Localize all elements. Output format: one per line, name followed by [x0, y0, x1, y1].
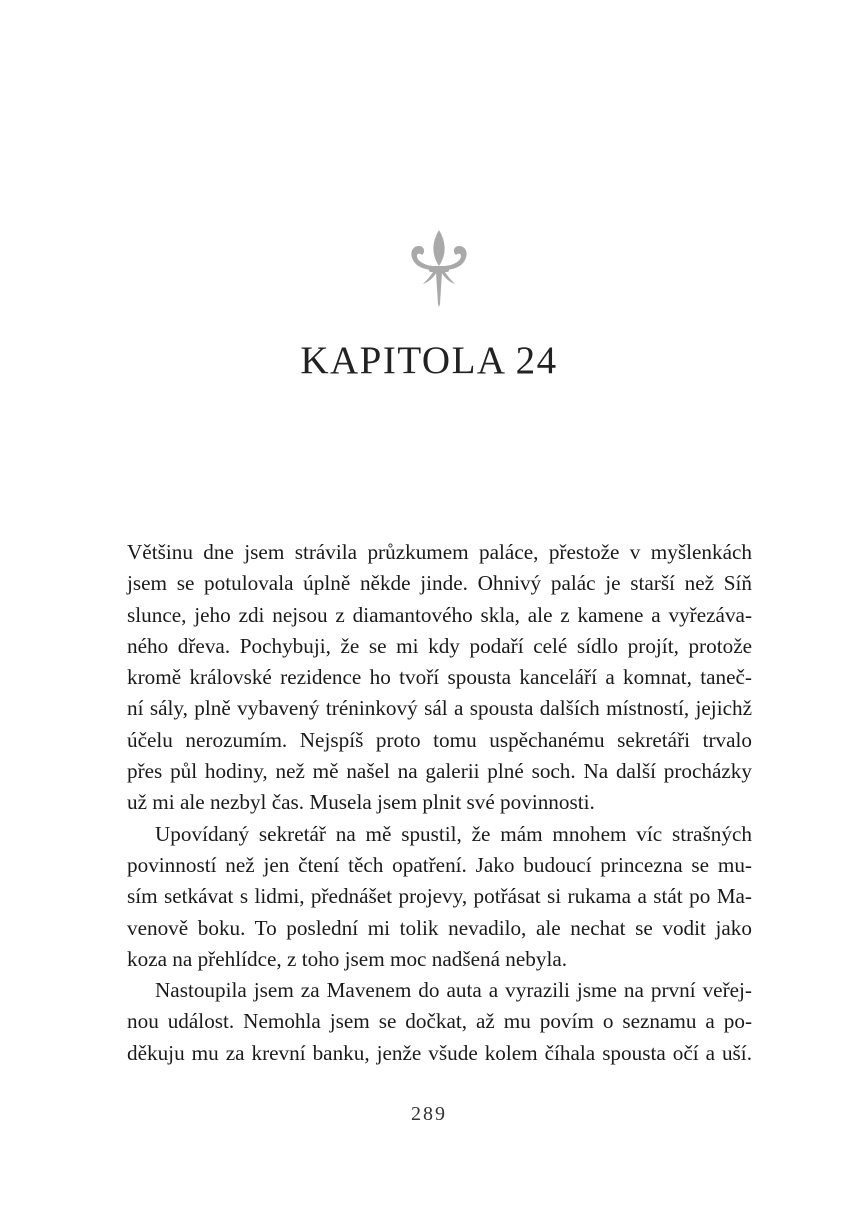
text-line: už mi ale nezbyl čas. Musela jsem plnit své povinnosti. [127, 790, 595, 815]
text-line: nou událost. Nemohla jsem se dočkat, až mu povím o seznamu a po- [127, 1009, 752, 1034]
text-line: venově boku. To poslední mi tolik nevadilo, ale nechat se vodit jako [127, 915, 752, 940]
paragraph [127, 819, 752, 975]
chapter-body [127, 537, 752, 1069]
text-line: Nastoupila jsem za Mavenem do auta a vyrazili jsme na první veřej- [155, 978, 752, 1003]
text-line: přes půl hodiny, než mě našel na galerii plné soch. Na další procházky [127, 759, 752, 784]
text-line: Většinu dne jsem strávila průzkumem paláce, přestože v myšlenkách [127, 540, 752, 564]
fleur-de-lis-icon [407, 228, 471, 308]
paragraph [127, 537, 752, 819]
chapter-title: KAPITOLA 24 [300, 339, 558, 382]
text-line: slunce, jeho zdi nejsou z diamantového skla, ale z kamene a vyřezáva- [127, 602, 752, 627]
text-line: děkuju mu za krevní banku, jenže všude kolem číhala spousta očí a uší. [127, 1040, 752, 1065]
text-line: kromě královské rezidence ho tvoří spousta kanceláří a komnat, taneč- [127, 665, 752, 690]
paragraph [127, 975, 752, 1069]
text-line: jsem se potulovala úplně někde jinde. Ohnivý palác je starší než Síň [127, 571, 752, 596]
page-number: 289 [411, 1103, 447, 1125]
text-line: povinností než jen čtení těch opatření. Jako budoucí princezna se mu- [127, 852, 752, 877]
text-line: účelu nerozumím. Nejspíš proto tomu uspěchanému sekretáři trvalo [127, 727, 752, 752]
text-line: sím setkávat s lidmi, přednášet projevy, potřásat si rukama a stát po Ma- [127, 884, 752, 909]
text-line: ní sály, plně vybavený tréninkový sál a spousta dalších místností, jejichž [127, 696, 752, 721]
text-line: koza na přehlídce, z toho jsem moc nadšená nebyla. [127, 946, 568, 971]
text-line: ného dřeva. Pochybuji, že se mi kdy podaří celé sídlo projít, protože [127, 633, 752, 658]
text-line: Upovídaný sekretář na mě spustil, že mám mnohem víc strašných [155, 821, 752, 846]
